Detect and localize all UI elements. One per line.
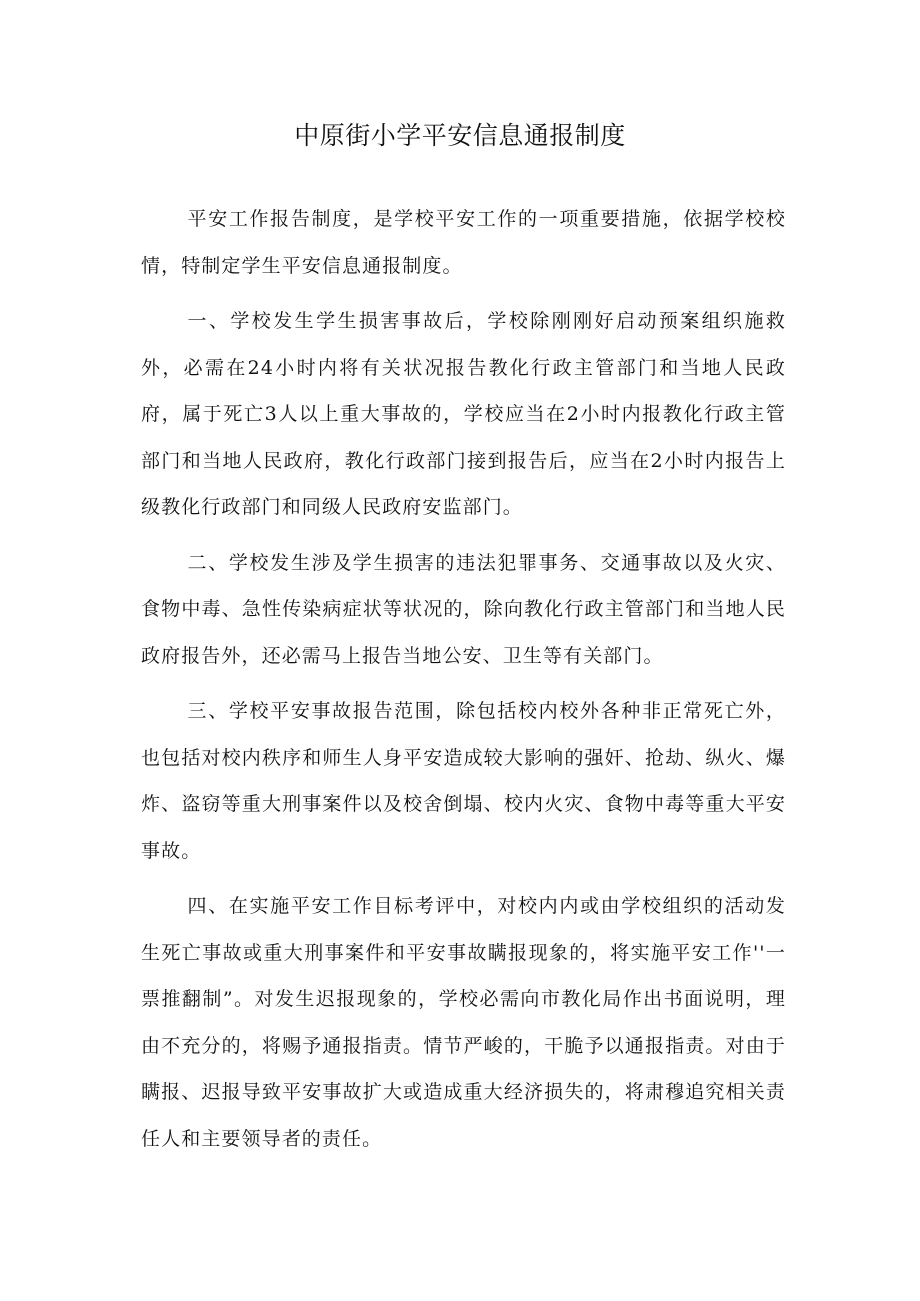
paragraph-1: 一、学校发生学生损害事故后，学校除刚刚好启动预案组织施救外，必需在24小时内将有关状况报告教化行政主管部门和当地人民政府，属于死亡3人以上重大事故的，学校应当在2小时内报教化行政主管部门和当地人民政府，教化行政部门接到报告后，应当在2小时内报告上级教化行政部门和同级人民政府安监部门。 [141,310,786,518]
paragraph-intro: 平安工作报告制度，是学校平安工作的一项重要措施，依据学校校情，特制定学生平安信息通报制度。 [141,208,786,277]
paragraph-3: 三、学校平安事故报告范围，除包括校内校外各种非正常死亡外，也包括对校内秩序和师生人身平安造成较大影响的强奸、抢劫、纵火、爆炸、盗窃等重大刑事案件以及校舍倒塌、校内火灾、食物中毒等重大平安事故。 [141,700,786,862]
document-title: 中原街小学平安信息通报制度 [294,121,626,150]
paragraph-2: 二、学校发生涉及学生损害的违法犯罪事务、交通事故以及火灾、食物中毒、急性传染病症状等状况的，除向教化行政主管部门和当地人民政府报告外，还必需马上报告当地公安、卫生等有关部门。 [141,551,786,667]
paragraph-4: 四、在实施平安工作目标考评中，对校内内或由学校组织的活动发生死亡事故或重大刑事案件和平安事故瞒报现象的，将实施平安工作''一票推翻制”。对发生迟报现象的，学校必需向市教化局作出书面说明，理由不充分的，将赐予通报指责。情节严峻的，干脆予以通报指责。对由于瞒报、迟报导致平安事故扩大或造成重大经济损失的，将肃穆追究相关责任人和主要领导者的责任。 [141,895,786,1150]
document-body [141,196,786,1171]
